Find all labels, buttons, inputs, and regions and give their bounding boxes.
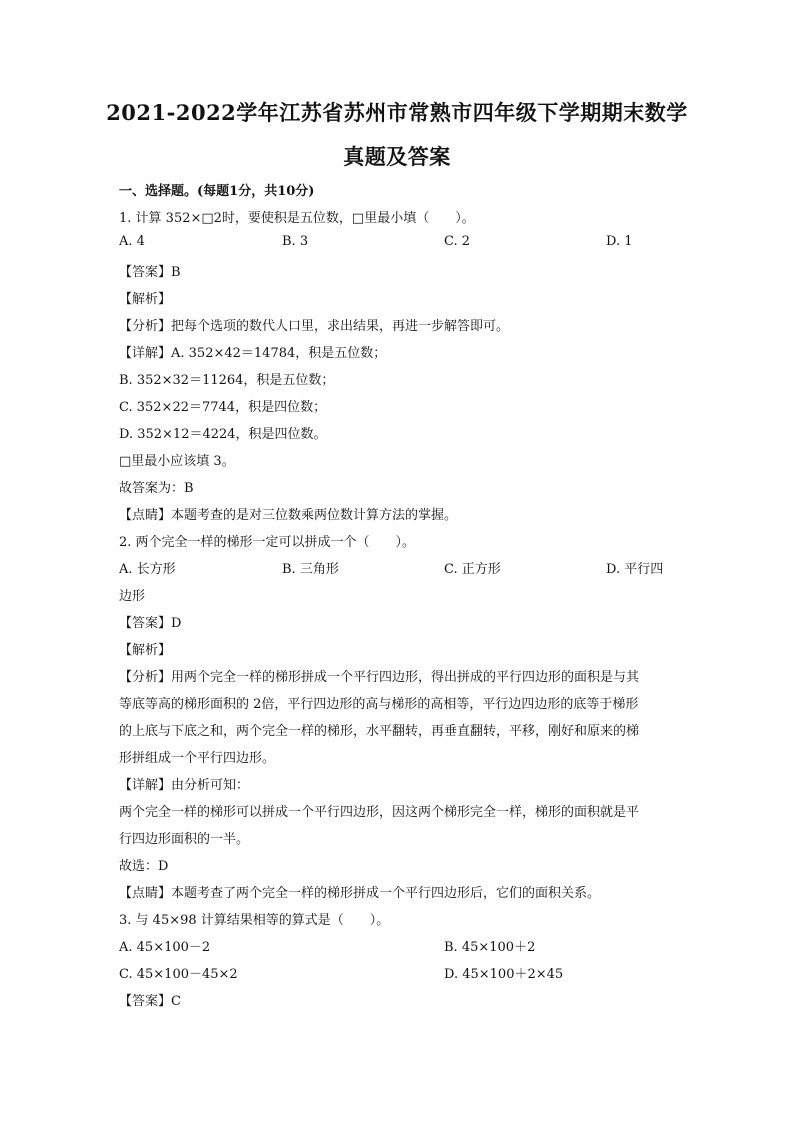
q2-option-a: A. 长方形 bbox=[119, 562, 176, 577]
q1-option-a: A. 4 bbox=[119, 234, 145, 249]
q2-option-d-wrap: 边形 bbox=[119, 589, 146, 604]
q1-conclusion: □里最小应该填 3。 bbox=[119, 454, 235, 469]
q1-jiexi-label: 【解析】 bbox=[119, 292, 172, 307]
q2-analysis-line-1: 【分析】用两个完全一样的梯形拼成一个平行四边形，得出拼成的平行四边形的面积是与其 bbox=[119, 670, 640, 685]
q3-option-d: D. 45×100＋2×45 bbox=[444, 967, 564, 982]
q2-answer: 【答案】D bbox=[119, 616, 182, 631]
q1-detail-d: D. 352×12＝4224，积是四位数。 bbox=[119, 427, 327, 442]
q3-stem: 3. 与 45×98 计算结果相等的算式是（ ）。 bbox=[119, 913, 390, 928]
q2-detail-line-2: 行四边形面积的一半。 bbox=[119, 832, 250, 847]
q1-detail-b: B. 352×32＝11264，积是五位数； bbox=[119, 373, 335, 388]
q2-option-d: D. 平行四 bbox=[606, 562, 664, 577]
q1-answer: 【答案】B bbox=[119, 265, 181, 280]
q1-detail-a: 【详解】A. 352×42＝14784，积是五位数； bbox=[119, 346, 387, 361]
q2-option-c: C. 正方形 bbox=[444, 562, 501, 577]
q1-option-c: C. 2 bbox=[444, 234, 471, 249]
q2-option-b: B. 三角形 bbox=[282, 562, 339, 577]
q1-final-answer: 故答案为：B bbox=[119, 481, 194, 496]
q2-jiexi-label: 【解析】 bbox=[119, 643, 172, 658]
q1-option-b: B. 3 bbox=[282, 234, 309, 249]
q3-option-a: A. 45×100－2 bbox=[119, 940, 211, 955]
q1-comment: 【点睛】本题考查的是对三位数乘两位数计算方法的掌握。 bbox=[119, 508, 458, 523]
q3-option-c: C. 45×100－45×2 bbox=[119, 967, 238, 982]
document-title-line-1: 2021-2022学年江苏省苏州市常熟市四年级下学期期末数学 bbox=[106, 100, 688, 125]
q2-stem: 2. 两个完全一样的梯形一定可以拼成一个（ ）。 bbox=[119, 535, 416, 550]
q2-final-answer: 故选：D bbox=[119, 859, 169, 874]
q2-detail-line-1: 两个完全一样的梯形可以拼成一个平行四边形，因这两个梯形完全一样，梯形的面积就是平 bbox=[119, 805, 640, 820]
q1-option-d: D. 1 bbox=[606, 234, 633, 249]
document-title-line-2: 真题及答案 bbox=[343, 144, 451, 169]
q2-detail-label: 【详解】由分析可知： bbox=[119, 778, 250, 793]
q2-analysis-line-3: 的上底与下底之和，两个完全一样的梯形，水平翻转，再垂直翻转，平移，刚好和原来的梯 bbox=[119, 724, 640, 739]
q3-option-b: B. 45×100＋2 bbox=[444, 940, 536, 955]
q2-analysis-line-4: 形拼组成一个平行四边形。 bbox=[119, 751, 276, 766]
section-heading: 一、选择题。(每题1分，共10分) bbox=[119, 184, 315, 199]
q1-detail-c: C. 352×22＝7744，积是四位数； bbox=[119, 400, 327, 415]
q2-analysis-line-2: 等底等高的梯形面积的 2倍，平行四边形的高与梯形的高相等，平行边四边形的底等于梯形 bbox=[119, 697, 639, 712]
q1-analysis: 【分析】把每个选项的数代人口里，求出结果，再进一步解答即可。 bbox=[119, 319, 510, 334]
q3-answer: 【答案】C bbox=[119, 994, 181, 1009]
q1-stem: 1. 计算 352×□2时，要使积是五位数，□里最小填（ ）。 bbox=[119, 211, 475, 226]
q2-comment: 【点睛】本题考查了两个完全一样的梯形拼成一个平行四边形后，它们的面积关系。 bbox=[119, 886, 601, 901]
